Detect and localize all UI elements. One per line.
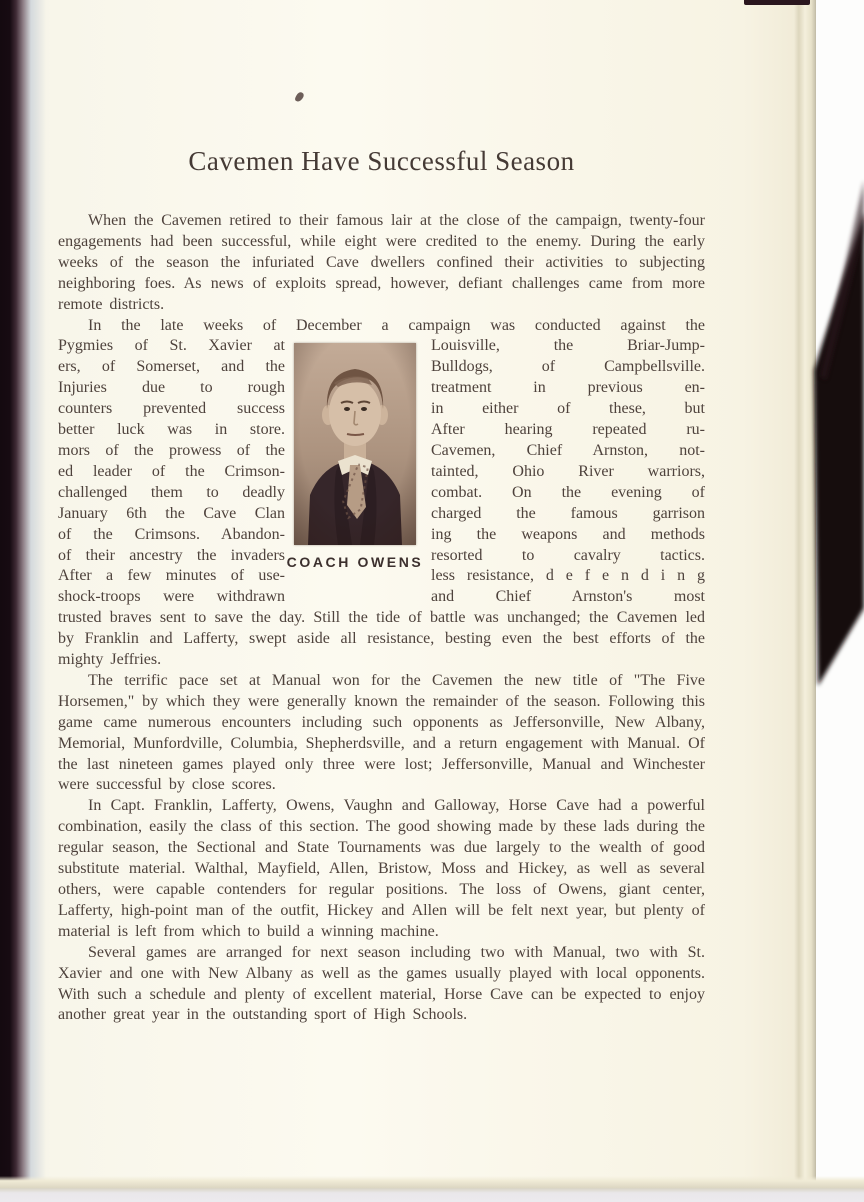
paragraph-next-season: Several games are arranged for next season including two with Manual, two with St. Xavier and one with New Albany as well as the games usually played with local opponents. With such a schedule and plenty of excellent material, Horse Cave can be expected to enjoy another great year in the outstanding sport of High Schools. <box>58 943 705 1024</box>
page-title: Cavemen Have Successful Season <box>188 146 575 176</box>
column-line: tainted, Ohio River warriors, <box>431 462 705 480</box>
text-column-left <box>58 336 285 608</box>
paragraph-december-intro: In the late weeks of December a campaign was conducted against the <box>88 316 705 334</box>
paragraph-five-horsemen: The terrific pace set at Manual won for the Cavemen the new title of "The Five Horsemen," by which they were generally known the remainder of the season. Following this game came numerous encounters including such opponents as Jeffersonville, New Albany, Memorial, Munfordville, Columbia, Shepherdsville, and a return engagement with Manual. Of the last nineteen games played only three were lost; Jeffersonville, Manual and Winchester were successful by close scores. <box>58 671 705 794</box>
book-binding-shadow <box>0 0 46 1202</box>
coach-photo-block <box>286 336 424 573</box>
column-line: resorted to cavalry tactics. <box>431 546 705 564</box>
column-line: After a few minutes of use- <box>58 567 285 585</box>
column-line: of their ancestry the invaders <box>58 546 285 564</box>
scan-top-edge <box>744 0 810 5</box>
column-line: Pygmies of St. Xavier at <box>58 337 285 355</box>
column-line: better luck was in store. <box>58 421 285 439</box>
column-line: of the Crimsons. Abandon- <box>58 525 285 543</box>
column-line: treatment in previous en- <box>431 379 705 397</box>
photo-caption: COACH OWENS <box>286 554 424 571</box>
scan-bottom-band <box>0 1188 864 1202</box>
column-line: shock-troops were withdrawn <box>58 588 285 606</box>
column-line: in either of these, but <box>431 400 705 418</box>
column-line: After hearing repeated ru- <box>431 421 705 439</box>
column-line: Louisville, the Briar-Jump- <box>431 337 705 355</box>
column-line: ing the weapons and methods <box>431 525 705 543</box>
coach-owens-portrait-photo <box>294 343 416 545</box>
column-line: combat. On the evening of <box>431 483 705 501</box>
column-line: counters prevented success <box>58 400 285 418</box>
column-line: mors of the prowess of the <box>58 441 285 459</box>
column-line: ers, of Somerset, and the <box>58 358 285 376</box>
photo-wrap-section <box>58 336 705 608</box>
column-line: Cavemen, Chief Arnston, not- <box>431 441 705 459</box>
column-line: and Chief Arnston's most <box>431 588 705 606</box>
scan-shadow-wedge <box>806 140 864 720</box>
page-bottom-edge <box>0 1176 864 1188</box>
paragraph-team-roster: In Capt. Franklin, Lafferty, Owens, Vaughn and Galloway, Horse Cave had a powerful combination, easily the class of this section. The good showing made by these lads during the regular season, the Sectional and State Tournaments was due largely to the wealth of good substitute material. Walthal, Mayfield, Allen, Bristow, Moss and Hickey, as well as several others, were capable contenders for regular positions. The loss of Owens, giant center, Lafferty, high-point man of the outfit, Hickey and Allen will be felt next year, but plenty of material is left from which to build a winning machine. <box>58 797 705 940</box>
column-line: Bulldogs, of Campbellsville. <box>431 358 705 376</box>
column-line: charged the famous garrison <box>431 504 705 522</box>
paragraph-season-summary: When the Cavemen retired to their famous lair at the close of the campaign, twenty-four engagements had been successful, while eight were credited to the enemy. During the early weeks of the season the infuriated Cave dwellers confined their activities to subjecting neighboring foes. As news of exploits spread, however, defiant challenges came from more remote districts. <box>58 212 705 313</box>
column-line: less resistance, d e f e n d i n g <box>431 567 705 585</box>
paragraph-battle-continuation: trusted braves sent to save the day. Still the tide of battle was unchanged; the Cavemen led by Franklin and Lafferty, swept aside all resistance, besting even the best efforts of the mighty Jeffries. <box>58 609 705 669</box>
text-column-right <box>431 336 705 608</box>
column-line: Injuries due to rough <box>58 379 285 397</box>
column-line: ed leader of the Crimson- <box>58 462 285 480</box>
column-line: challenged them to deadly <box>58 483 285 501</box>
page-content <box>58 144 705 1026</box>
column-line: January 6th the Cave Clan <box>58 504 285 522</box>
